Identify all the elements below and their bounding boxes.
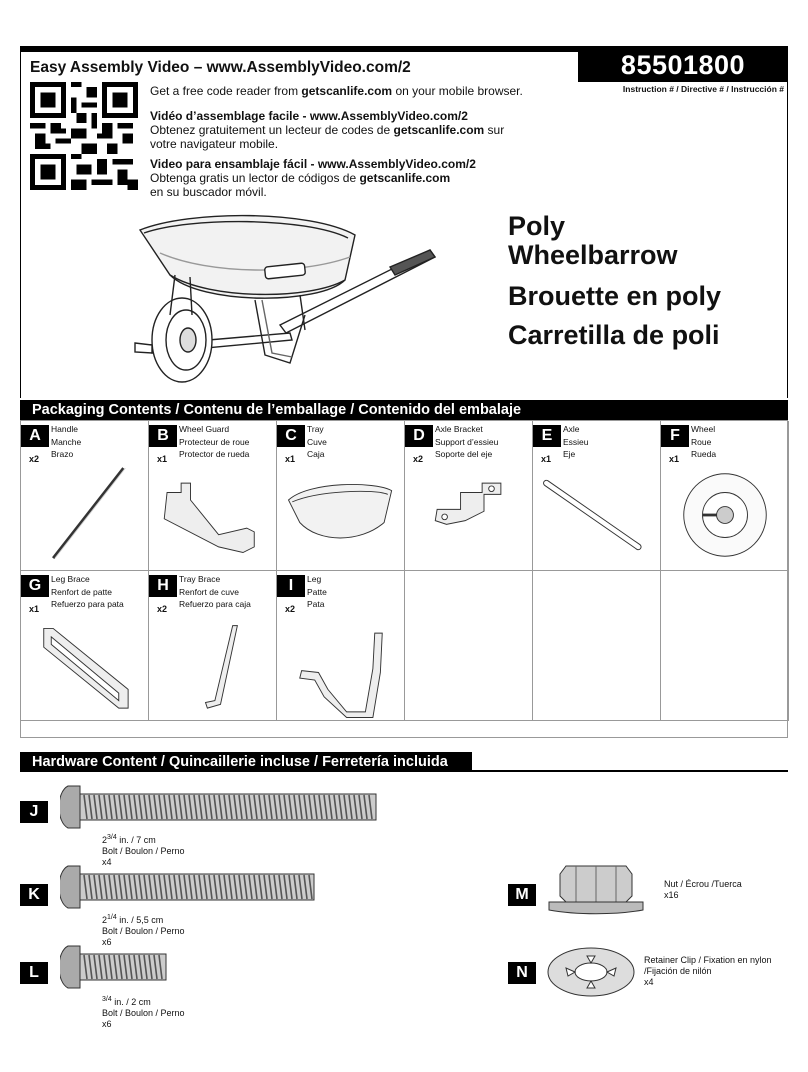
video-instructions-en	[150, 84, 523, 98]
part-name-1: Roue	[691, 436, 712, 447]
hardware-letter-m: M	[508, 884, 536, 906]
hardware-l-qty: x6	[102, 1019, 112, 1029]
fr-site-link[interactable]: getscanlife.com	[393, 123, 485, 137]
axle-bracket-icon	[409, 461, 529, 569]
part-name-1: Renfort de patte	[51, 586, 112, 597]
part-name-2: Protector de rueda	[179, 449, 250, 459]
part-quantity: x2	[413, 454, 424, 464]
part-letter: C	[277, 425, 305, 447]
part-quantity: x2	[285, 604, 296, 614]
hardware-k-name: Bolt / Boulon / Perno	[102, 926, 185, 936]
part-cell-empty	[533, 571, 661, 721]
packaging-contents-heading: Packaging Contents / Contenu de l’emballage / Contenido del embalaje	[20, 400, 788, 420]
hardware-letter-j: J	[20, 801, 48, 823]
part-quantity: x2	[29, 454, 40, 464]
hardware-l-name: Bolt / Boulon / Perno	[102, 1008, 185, 1018]
hardware-letter-l: L	[20, 962, 48, 984]
bolt-long-icon	[60, 782, 380, 832]
part-letter: D	[405, 425, 433, 447]
hardware-letter-k: K	[20, 884, 48, 906]
part-names	[563, 423, 589, 461]
part-name-0: Wheel	[691, 424, 716, 434]
fr-text-post: sur	[484, 123, 505, 137]
part-name-0: Leg Brace	[51, 574, 90, 584]
parts-grid	[20, 420, 788, 738]
part-quantity: x1	[541, 454, 552, 464]
part-name-2: Rueda	[691, 449, 717, 459]
hardware-rule	[472, 770, 788, 772]
part-quantity: x1	[157, 454, 168, 464]
part-quantity: x1	[669, 454, 680, 464]
en-site-link[interactable]: getscanlife.com	[301, 84, 393, 98]
part-letter: H	[149, 575, 177, 597]
hardware-m-qty: x16	[664, 890, 679, 900]
product-title-es: Carretilla de poli	[508, 320, 720, 350]
part-name-0: Wheel Guard	[179, 424, 230, 434]
en-text-post: on your mobile browser.	[392, 84, 523, 98]
part-letter: F	[661, 425, 689, 447]
part-names	[179, 423, 249, 461]
qr-code-icon[interactable]	[30, 82, 138, 190]
part-name-0: Handle	[51, 424, 78, 434]
fr-text-pre: Obtenez gratuitement un lecteur de codes de	[150, 123, 394, 137]
hardware-n-name-line2: /Fijación de nilón	[644, 966, 712, 976]
part-name-1: Cuve	[307, 436, 327, 447]
part-name-0: Axle	[563, 424, 580, 434]
part-name-1: Protecteur de roue	[179, 436, 250, 447]
hardware-n-name-line1: Retainer Clip / Fixation en nylon	[644, 955, 772, 965]
es-site-link[interactable]: getscanlife.com	[359, 171, 451, 185]
hardware-content-heading: Hardware Content / Quincaillerie incluse / Ferretería incluida	[20, 752, 788, 772]
part-name-2: Brazo	[51, 449, 74, 459]
part-cell-e	[533, 421, 661, 571]
wheel-icon	[665, 461, 785, 569]
part-name-0: Tray	[307, 424, 324, 434]
es-text-line2: en su buscador móvil.	[150, 185, 267, 199]
video-heading: Easy Assembly Video – www.AssemblyVideo.com/2	[30, 59, 411, 76]
hardware-l-size-rest: in. / 2 cm	[111, 997, 151, 1007]
hardware-j-size-whole: 2	[102, 835, 108, 845]
part-name-1: Patte	[307, 586, 327, 597]
part-cell-empty	[405, 571, 533, 721]
en-text-pre: Get a free code reader from	[150, 84, 302, 98]
part-name-1: Renfort de cuve	[179, 586, 240, 597]
handle-icon	[25, 461, 145, 569]
retainer-clip-icon	[546, 946, 636, 998]
part-cell-c	[277, 421, 405, 571]
tray-icon	[281, 461, 401, 569]
nut-icon	[546, 860, 646, 916]
part-name-2: Caja	[307, 449, 325, 459]
hardware-k-qty: x6	[102, 937, 112, 947]
part-cell-h	[149, 571, 277, 721]
part-quantity: x1	[285, 454, 296, 464]
part-name-1: Essieu	[563, 436, 589, 447]
part-name-0: Tray Brace	[179, 574, 221, 584]
product-title-en-line1: Poly	[508, 211, 566, 241]
part-letter: B	[149, 425, 177, 447]
part-quantity: x1	[29, 604, 40, 614]
hardware-k-size-whole: 2	[102, 915, 108, 925]
hardware-j-size-frac: 3/4	[107, 834, 117, 841]
hardware-j-size-rest: in. / 7 cm	[116, 835, 156, 845]
axle-icon	[537, 461, 657, 569]
part-names	[51, 423, 81, 461]
product-number: 85501800	[578, 48, 788, 82]
part-names	[179, 573, 251, 611]
part-cell-g	[21, 571, 149, 721]
part-names	[435, 423, 498, 461]
hardware-k-size-frac: 1/4	[107, 914, 117, 921]
part-letter: G	[21, 575, 49, 597]
part-letter: I	[277, 575, 305, 597]
es-text-pre: Obtenga gratis un lector de códigos de	[150, 171, 360, 185]
fr-text-line2: votre navigateur mobile.	[150, 137, 279, 151]
part-name-2: Refuerzo para pata	[51, 599, 124, 609]
hardware-j-qty: x4	[102, 857, 112, 867]
hardware-l-label	[102, 994, 185, 1030]
bolt-medium-icon	[60, 862, 318, 912]
part-name-2: Soporte del eje	[435, 449, 493, 459]
part-names	[307, 573, 327, 611]
part-cell-b	[149, 421, 277, 571]
part-letter: E	[533, 425, 561, 447]
part-names	[51, 573, 124, 611]
hardware-n-qty: x4	[644, 977, 654, 987]
product-title-fr: Brouette en poly	[508, 281, 722, 311]
part-cell-i	[277, 571, 405, 721]
part-cell-a	[21, 421, 149, 571]
part-names	[691, 423, 716, 461]
hardware-l-size-frac: 3/4	[102, 996, 112, 1003]
hardware-m-label	[664, 879, 742, 901]
wheel-guard-icon	[153, 461, 273, 569]
part-name-0: Leg	[307, 574, 322, 584]
hardware-j-name: Bolt / Boulon / Perno	[102, 846, 185, 856]
fr-heading: Vidéo d’assemblage facile - www.AssemblyVideo.com/2	[150, 109, 468, 123]
bolt-short-icon	[60, 942, 170, 992]
es-heading: Video para ensamblaje fácil - www.AssemblyVideo.com/2	[150, 157, 476, 171]
leg-brace-icon	[25, 611, 145, 719]
video-instructions-es	[150, 157, 476, 199]
wheelbarrow-illustration	[130, 205, 510, 395]
part-names	[307, 423, 327, 461]
hardware-k-size-rest: in. / 5,5 cm	[116, 915, 164, 925]
tray-brace-icon	[153, 611, 273, 719]
part-letter: A	[21, 425, 49, 447]
product-title-en-line2: Wheelbarrow	[508, 240, 678, 270]
instruction-number-label: Instruction # / Directive # / Instrucción #	[622, 84, 784, 94]
video-instructions-fr	[150, 109, 504, 151]
part-name-2: Refuerzo para caja	[179, 599, 251, 609]
part-quantity: x2	[157, 604, 168, 614]
part-cell-f	[661, 421, 789, 571]
part-name-1: Support d’essieu	[435, 436, 499, 447]
hardware-n-label	[644, 955, 772, 988]
part-name-2: Eje	[563, 449, 576, 459]
hardware-letter-n: N	[508, 962, 536, 984]
part-name-2: Pata	[307, 599, 325, 609]
hardware-m-name: Nut / Écrou /Tuerca	[664, 879, 742, 889]
part-cell-d	[405, 421, 533, 571]
leg-icon	[281, 611, 401, 719]
part-name-0: Axle Bracket	[435, 424, 483, 434]
part-cell-empty	[661, 571, 789, 721]
part-name-1: Manche	[51, 436, 82, 447]
